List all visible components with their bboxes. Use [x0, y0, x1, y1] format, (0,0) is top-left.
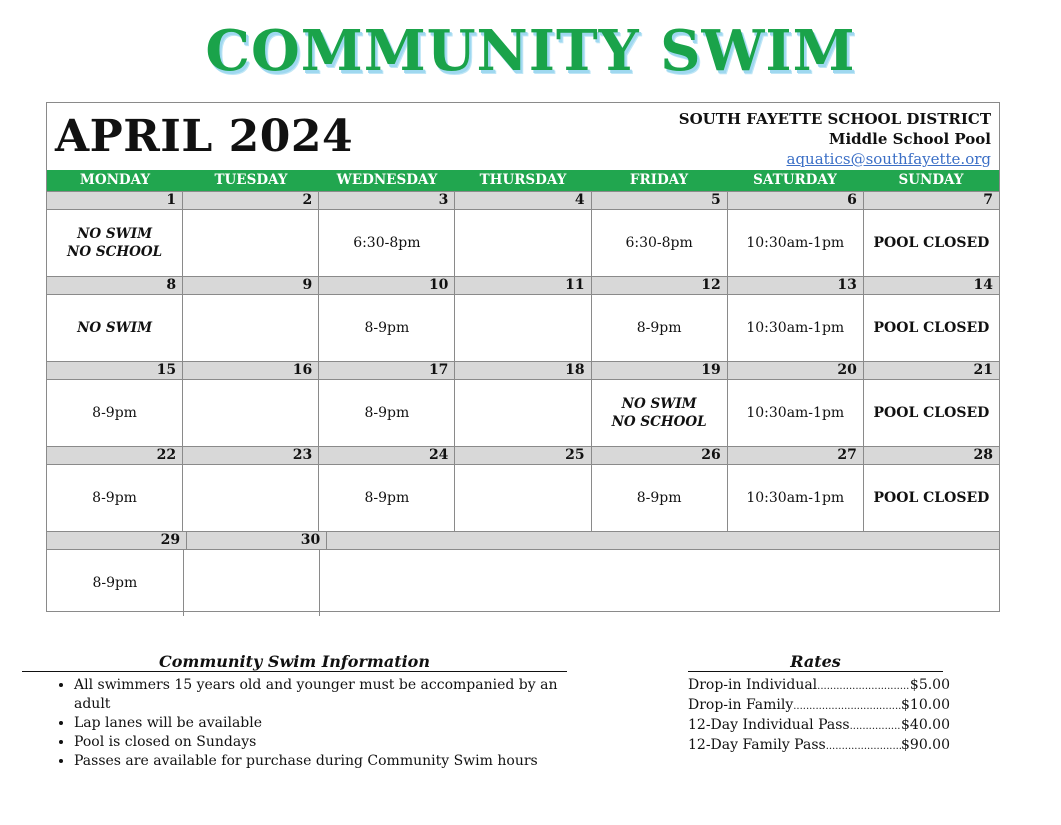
- schedule-text: 8-9pm: [636, 320, 682, 336]
- day-cell: [728, 210, 864, 276]
- schedule-text: POOL CLOSED: [873, 235, 990, 251]
- day-cell: [319, 295, 455, 361]
- date-number: 24: [319, 447, 455, 464]
- schedule-text: 6:30-8pm: [625, 235, 693, 251]
- rate-price: $5.00: [909, 677, 950, 693]
- day-header: MONDAY: [79, 172, 151, 188]
- date-number: 5: [592, 192, 728, 209]
- swim-information: [22, 652, 582, 771]
- day-cell: [184, 550, 321, 616]
- calendar-week: [47, 276, 999, 361]
- schedule-text: 6:30-8pm: [353, 235, 421, 251]
- email-link[interactable]: aquatics@southfayette.org: [786, 150, 991, 168]
- day-cell: [592, 465, 728, 531]
- schedule-text: POOL CLOSED: [873, 405, 990, 421]
- day-cell: [183, 380, 319, 446]
- schedule-row: [47, 209, 999, 276]
- schedule-text: 8-9pm: [92, 575, 138, 591]
- date-number: 17: [319, 362, 455, 379]
- day-cell: [183, 295, 319, 361]
- page-banner: COMMUNITY SWIM: [205, 18, 856, 84]
- date-number-row: [47, 446, 999, 464]
- calendar-week: [47, 446, 999, 531]
- date-number: 8: [47, 277, 183, 294]
- calendar-week: [47, 361, 999, 446]
- date-number: 6: [728, 192, 864, 209]
- date-number: 19: [592, 362, 728, 379]
- rate-label: 12-Day Individual Pass: [688, 717, 850, 733]
- day-cell: [47, 380, 183, 446]
- date-number: 29: [47, 532, 187, 549]
- date-number: 3: [319, 192, 455, 209]
- district-info: [679, 109, 991, 169]
- weekday-header: [47, 170, 999, 191]
- facility-name: Middle School Pool: [828, 130, 991, 148]
- day-cell: [319, 210, 455, 276]
- rate-row: [688, 676, 950, 696]
- day-cell: [455, 465, 591, 531]
- rate-label: Drop-in Family: [688, 697, 794, 713]
- date-number: 21: [973, 362, 993, 378]
- date-number: 2: [183, 192, 319, 209]
- day-cell: [592, 380, 728, 446]
- calendar-week: [47, 191, 999, 276]
- rates-list: [688, 676, 950, 756]
- schedule-text: NO SWIM: [77, 320, 153, 336]
- day-cell: [47, 210, 183, 276]
- date-number: 23: [183, 447, 319, 464]
- schedule-text: 8-9pm: [364, 490, 410, 506]
- rate-row: [688, 736, 950, 756]
- date-number: 1: [47, 192, 183, 209]
- day-cell: [47, 465, 183, 531]
- day-cell: [319, 465, 455, 531]
- date-number: 26: [592, 447, 728, 464]
- date-number: 4: [455, 192, 591, 209]
- date-number: 30: [187, 532, 327, 549]
- schedule-row: [47, 549, 999, 616]
- rate-leader: [826, 736, 901, 756]
- rate-leader: [817, 676, 910, 696]
- month-title: APRIL 2024: [55, 111, 354, 162]
- info-list: [22, 676, 582, 771]
- day-cell: [864, 465, 999, 531]
- rate-price: $10.00: [901, 697, 950, 713]
- rate-row: [688, 696, 950, 716]
- schedule-text: NO SWIM NO SCHOOL: [611, 396, 707, 430]
- date-number: 7: [983, 192, 993, 208]
- day-cell: [728, 465, 864, 531]
- schedule-text: 8-9pm: [636, 490, 682, 506]
- day-cell: [592, 210, 728, 276]
- info-item: • All swimmers 15 years old and younger must be accompanied by an adult: [74, 676, 582, 714]
- schedule-text: 10:30am-1pm: [746, 320, 845, 336]
- date-number: 28: [973, 447, 993, 463]
- day-cell: [183, 465, 319, 531]
- date-number: 14: [973, 277, 993, 293]
- schedule-text: 10:30am-1pm: [746, 235, 845, 251]
- day-header: SATURDAY: [753, 172, 837, 188]
- rate-leader: [850, 716, 901, 736]
- schedule-row: [47, 464, 999, 531]
- day-header: THURSDAY: [479, 172, 567, 188]
- schedule-text: 10:30am-1pm: [746, 490, 845, 506]
- day-cell: [455, 295, 591, 361]
- schedule-text: 8-9pm: [364, 320, 410, 336]
- calendar: [46, 102, 1000, 612]
- rate-leader: [793, 696, 901, 716]
- date-number: 16: [183, 362, 319, 379]
- date-number: 12: [592, 277, 728, 294]
- rates: [688, 652, 950, 756]
- date-number: 25: [455, 447, 591, 464]
- day-header: WEDNESDAY: [336, 172, 438, 188]
- info-item: • Lap lanes will be available: [74, 714, 582, 733]
- day-cell: [728, 295, 864, 361]
- schedule-row: [47, 294, 999, 361]
- day-cell: [592, 295, 728, 361]
- day-cell: [728, 380, 864, 446]
- day-header: TUESDAY: [214, 172, 288, 188]
- day-header: SUNDAY: [898, 172, 964, 188]
- day-cell: [455, 210, 591, 276]
- schedule-text: POOL CLOSED: [873, 490, 990, 506]
- rate-price: $40.00: [901, 717, 950, 733]
- date-number-row: [47, 531, 999, 549]
- empty-cell-span: [320, 550, 999, 616]
- day-header: FRIDAY: [629, 172, 689, 188]
- date-number: 27: [728, 447, 864, 464]
- date-number: 22: [47, 447, 183, 464]
- schedule-text: 8-9pm: [364, 405, 410, 421]
- rates-title: Rates: [688, 652, 943, 672]
- rate-row: [688, 716, 950, 736]
- schedule-row: [47, 379, 999, 446]
- day-cell: [47, 550, 184, 616]
- date-number: 13: [728, 277, 864, 294]
- day-cell: [864, 210, 999, 276]
- date-number-row: [47, 276, 999, 294]
- schedule-text: POOL CLOSED: [873, 320, 990, 336]
- date-number-row: [47, 361, 999, 379]
- info-title: Community Swim Information: [22, 652, 567, 672]
- schedule-text: 8-9pm: [92, 490, 137, 506]
- schedule-text: NO SWIM NO SCHOOL: [67, 226, 163, 260]
- date-number-row: [47, 191, 999, 209]
- day-cell: [864, 380, 999, 446]
- empty-date-span: [327, 532, 999, 549]
- info-item: • Pool is closed on Sundays: [74, 733, 582, 752]
- date-number: 10: [319, 277, 455, 294]
- rate-price: $90.00: [901, 737, 950, 753]
- district-name: SOUTH FAYETTE SCHOOL DISTRICT: [678, 110, 991, 128]
- calendar-week: [47, 531, 999, 616]
- date-number: 9: [183, 277, 319, 294]
- day-cell: [319, 380, 455, 446]
- date-number: 18: [455, 362, 591, 379]
- day-cell: [864, 295, 999, 361]
- rate-label: Drop-in Individual: [688, 677, 818, 693]
- schedule-text: 8-9pm: [92, 405, 137, 421]
- info-item: • Passes are available for purchase during Community Swim hours: [74, 752, 582, 771]
- day-cell: [183, 210, 319, 276]
- date-number: 20: [728, 362, 864, 379]
- day-cell: [47, 295, 183, 361]
- schedule-text: 10:30am-1pm: [746, 405, 845, 421]
- date-number: 11: [455, 277, 591, 294]
- day-cell: [455, 380, 591, 446]
- rate-label: 12-Day Family Pass: [688, 737, 826, 753]
- date-number: 15: [47, 362, 183, 379]
